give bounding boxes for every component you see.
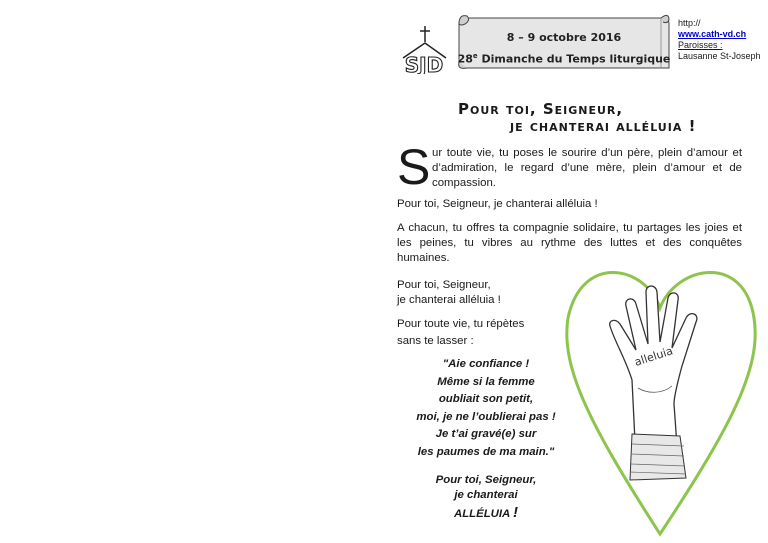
church-logo-icon [400,24,448,74]
quote-line: les paumes de ma main." [417,445,555,458]
parish-logo [400,24,448,74]
parishes-label: Paroisses : [678,40,723,50]
paragraph-3-line1: Pour toute vie, tu répètes [397,318,525,330]
quote-line: Même si la femme [437,375,535,388]
drop-cap: S [397,139,431,195]
refrain-2-line1: Pour toi, Seigneur, [397,279,491,291]
hand-text: alleluia [632,344,675,369]
quote-line: moi, je ne l’oublierai pas ! [416,410,556,423]
closing-alleluia: ALLÉLUIA [453,508,510,520]
website-link[interactable]: www.cath-vd.ch [678,29,747,39]
refrain-2-line2: je chanterai alléluia ! [397,294,501,306]
page-title-line1: Pour toi, Seigneur, [458,100,624,118]
quote-line: oubliait son petit, [438,393,534,405]
closing-line2: je chanterai [454,489,518,501]
page-title-line2: je chanterai alléluia ! [510,117,697,135]
parish-name: Lausanne St-Joseph [678,51,761,61]
paragraph-3 [397,316,567,350]
sunday-title: Dimanche du Temps liturgique [481,52,671,66]
paragraph-3-line2: sans te lasser : [397,335,474,347]
website-block [678,18,766,62]
refrain-1: Pour toi, Seigneur, je chanterai alléluia ! [397,198,598,210]
sunday-number: 28 [457,52,473,66]
date-banner [455,12,673,74]
liturgical-sunday [455,52,673,66]
url-prefix: http:// [678,18,701,28]
closing-exclamation: ! [513,504,519,521]
celebration-date: 8 – 9 octobre 2016 [506,31,622,44]
quote-line: Je t’ai gravé(e) sur [435,428,537,440]
refrain-2 [397,278,567,308]
closing-line1: Pour toi, Seigneur, [435,474,537,486]
paragraph-1: ur toute vie, tu poses le sourire d’un père, plein d’amour et d’admiration, le regard d’une mère, plein d’amour et de compassion. [432,147,742,189]
scripture-quote [383,356,589,461]
svg-text:SJD: SJD [404,53,444,74]
heart-hand-icon [562,248,762,538]
sunday-suffix: e [472,52,478,60]
paragraph-2: A chacun, tu offres ta compagnie solidaire, tu partages les joies et les peines, tu vibres au rythme des luttes et des conquêtes humaines. [397,222,742,264]
closing-refrain [403,473,569,522]
quote-line: "Aie confiance ! [442,358,530,370]
heart-hand-illustration [562,248,762,538]
